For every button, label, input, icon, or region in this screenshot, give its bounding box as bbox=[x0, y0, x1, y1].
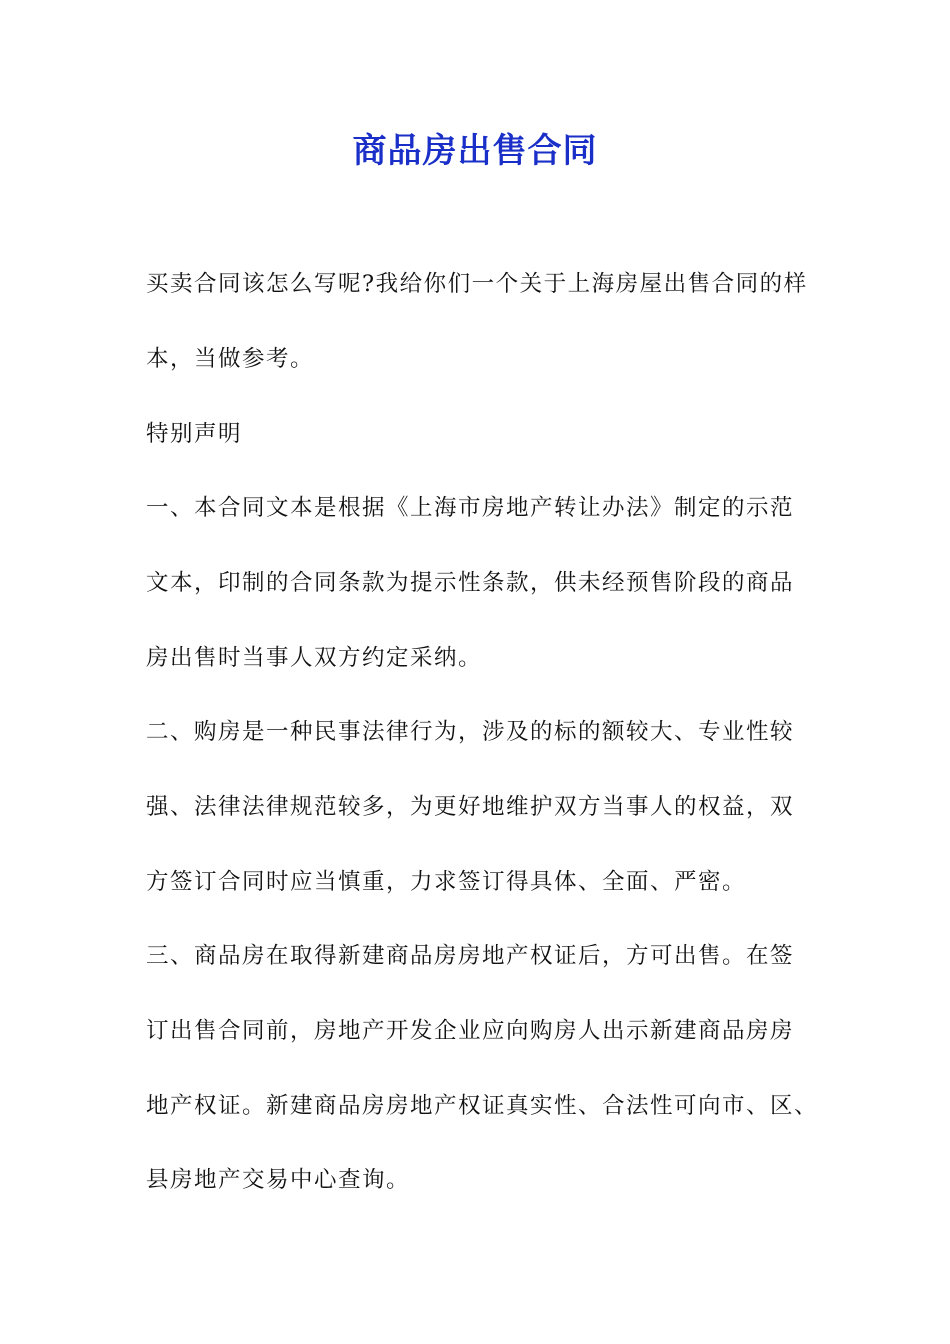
document-title: 商品房出售合同 bbox=[352, 131, 598, 171]
body-line-9: 方签订合同时应当慎重，力求签订得具体、全面、严密。 bbox=[146, 869, 747, 895]
body-line-5: 文本，印制的合同条款为提示性条款，供未经预售阶段的商品 bbox=[146, 570, 795, 596]
body-line-2: 本，当做参考。 bbox=[146, 346, 315, 372]
section-heading-special-statement: 特别声明 bbox=[146, 421, 243, 447]
body-line-13: 县房地产交易中心查询。 bbox=[146, 1167, 411, 1193]
body-line-8: 强、法律法律规范较多，为更好地维护双方当事人的权益，双 bbox=[146, 794, 795, 820]
body-line-11: 订出售合同前，房地产开发企业应向购房人出示新建商品房房 bbox=[146, 1018, 795, 1044]
body-line-12: 地产权证。新建商品房房地产权证真实性、合法性可向市、区、 bbox=[146, 1093, 819, 1119]
body-line-1: 买卖合同该怎么写呢?我给你们一个关于上海房屋出售合同的样 bbox=[146, 271, 808, 297]
body-line-10: 三、商品房在取得新建商品房房地产权证后，方可出售。在签 bbox=[146, 943, 795, 969]
body-line-4: 一、本合同文本是根据《上海市房地产转让办法》制定的示范 bbox=[146, 495, 795, 521]
body-line-7: 二、购房是一种民事法律行为，涉及的标的额较大、专业性较 bbox=[146, 719, 795, 745]
body-line-6: 房出售时当事人双方约定采纳。 bbox=[146, 645, 483, 671]
